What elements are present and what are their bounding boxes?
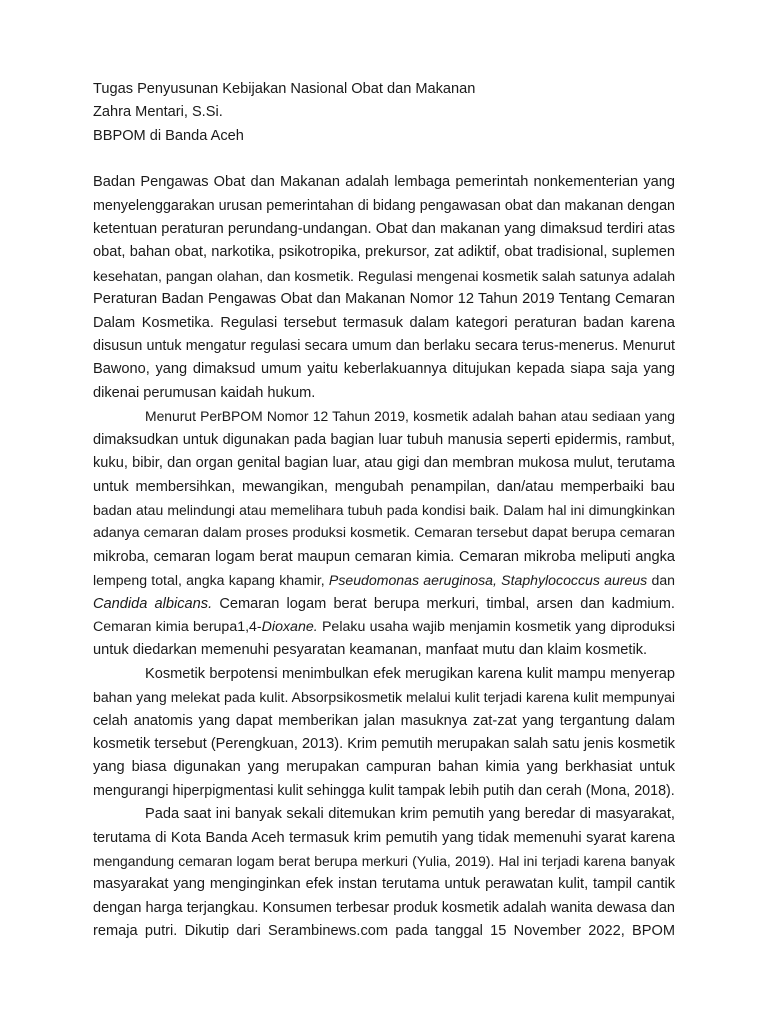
text-line: terutama di Kota Banda Aceh termasuk krim pemutih yang tidak memenuhi syarat karena xyxy=(93,829,675,846)
text-line: dimaksudkan untuk digunakan pada bagian luar tubuh manusia seperti epidermis, rambut, xyxy=(93,431,675,448)
text-line: Peraturan Badan Pengawas Obat dan Makanan Nomor 12 Tahun 2019 Tentang Cemaran xyxy=(93,291,675,308)
chemical-name: Dioxane. xyxy=(261,618,318,635)
text-line: badan atau melindungi atau memelihara tubuh pada kondisi baik. Dalam hal ini dimungkinkan xyxy=(93,501,675,518)
text-run: lempeng total, angka kapang khamir, xyxy=(93,572,325,589)
document-page xyxy=(93,78,675,944)
text-line: dikenai perumusan kaidah hukum. xyxy=(93,384,316,401)
text-line xyxy=(93,616,675,639)
text-line xyxy=(93,569,675,592)
paragraph-4 xyxy=(93,803,675,943)
paragraph-1 xyxy=(93,171,675,405)
text-line: ketentuan peraturan perundang-undangan. Obat dan makanan yang dimaksud terdiri atas xyxy=(93,221,675,238)
text-line: Pada saat ini banyak sekali ditemukan krim pemutih yang beredar di masyarakat, xyxy=(145,806,675,823)
text-line: masyarakat yang menginginkan efek instan terutama untuk perawatan kulit, tampil cantik xyxy=(93,876,675,893)
text-line: celah anatomis yang dapat memberikan jalan masuknya zat-zat yang tergantung dalam xyxy=(93,712,675,729)
text-run: Pelaku usaha wajib menjamin kosmetik yang diproduksi xyxy=(321,618,675,635)
text-line: Badan Pengawas Obat dan Makanan adalah lembaga pemerintah nonkementerian yang xyxy=(93,174,675,191)
text-line: obat, bahan obat, narkotika, psikotropika, prekursor, zat adiktif, obat tradisional, suplemen xyxy=(93,244,675,261)
text-line: mengandung cemaran logam berat berupa merkuri (Yulia, 2019). Hal ini terjadi karena banyak xyxy=(93,853,675,869)
text-line: kuku, bibir, dan organ genital bagian luar, atau gigi dan membran mukosa mulut, terutama xyxy=(93,455,675,472)
text-line: untuk diedarkan memenuhi pesyaratan keamanan, manfaat mutu dan klaim kosmetik. xyxy=(93,642,648,659)
text-line: dengan harga terjangkau. Konsumen terbesar produk kosmetik adalah wanita dewasa dan xyxy=(93,899,675,916)
text-line: Menurut PerBPOM Nomor 12 Tahun 2019, kosmetik adalah bahan atau sediaan yang xyxy=(145,408,675,425)
assignment-title: Tugas Penyusunan Kebijakan Nasional Obat dan Makanan xyxy=(93,81,476,97)
text-line: Bawono, yang dimaksud umum yaitu keberlakuannya ditujukan kepada siapa saja yang xyxy=(93,361,675,378)
text-line: mengurangi hiperpigmentasi kulit sehingga kulit tampak lebih putih dan cerah (Mona, 2018). xyxy=(93,782,675,799)
text-line: Dalam Kosmetika. Regulasi tersebut termasuk dalam kategori peraturan badan karena xyxy=(93,314,675,331)
text-run: Cemaran kimia berupa1,4- xyxy=(93,618,262,635)
text-line: bahan yang melekat pada kulit. Absorpsikosmetik melalui kulit terjadi karena kulit mempunyai xyxy=(93,689,675,706)
text-line: disusun untuk mengatur regulasi secara umum dan berlaku secara terus-menerus. Menurut xyxy=(93,338,675,355)
text-line xyxy=(93,593,675,616)
text-line: kosmetik tersebut (Perengkuan, 2013). Krim pemutih merupakan salah satu jenis kosmetik xyxy=(93,735,675,752)
text-line: menyelenggarakan urusan pemerintahan di bidang pengawasan obat dan makanan dengan xyxy=(93,197,675,214)
paragraph-2 xyxy=(93,405,675,662)
text-line: mikroba, cemaran logam berat maupun cemaran kimia. Cemaran mikroba meliputi angka xyxy=(93,548,675,565)
text-run: dan xyxy=(651,572,675,589)
species-names: Pseudomonas aeruginosa, Staphylococcus aureus xyxy=(328,572,648,589)
author-name: Zahra Mentari, S.Si. xyxy=(93,104,223,121)
text-line: remaja putri. Dikutip dari Serambinews.com pada tanggal 15 November 2022, BPOM xyxy=(93,923,675,940)
text-line: untuk membersihkan, mewangikan, mengubah penampilan, dan/atau memperbaiki bau xyxy=(93,478,675,495)
author-institution: BBPOM di Banda Aceh xyxy=(93,127,244,144)
text-line: adanya cemaran dalam proses produksi kosmetik. Cemaran tersebut dapat berupa cemaran xyxy=(93,525,675,542)
text-line: Kosmetik berpotensi menimbulkan efek merugikan karena kulit mampu menyerap xyxy=(145,665,675,682)
document-header xyxy=(93,78,675,148)
text-run: Cemaran logam berat berupa merkuri, timbal, arsen dan kadmium. xyxy=(219,595,675,612)
text-line: kesehatan, pangan olahan, dan kosmetik. Regulasi mengenai kosmetik salah satunya adalah xyxy=(93,267,676,284)
paragraph-3 xyxy=(93,663,675,803)
species-name: Candida albicans. xyxy=(93,595,213,612)
text-line: yang biasa digunakan yang merupakan campuran bahan kimia yang berkhasiat untuk xyxy=(93,759,675,776)
